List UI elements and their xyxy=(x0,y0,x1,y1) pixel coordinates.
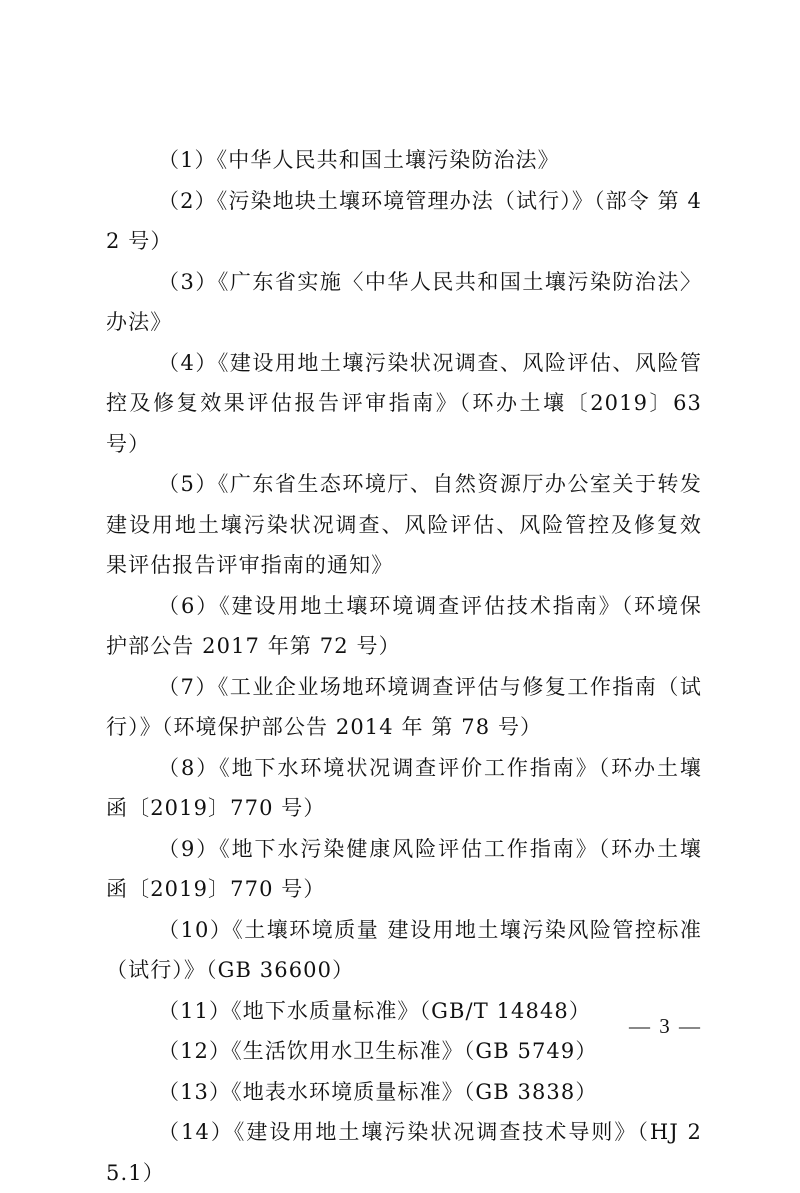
reference-item-8: （8）《地下水环境状况调查评价工作指南》（环办土壤函〔2019〕770 号） xyxy=(106,755,702,820)
reference-item-6: （6）《建设用地土壤环境调查评估技术指南》（环境保护部公告 2017 年第 72 号） xyxy=(106,593,702,658)
reference-item-9: （9）《地下水污染健康风险评估工作指南》（环办土壤函〔2019〕770 号） xyxy=(106,836,702,901)
reference-item-3: （3）《广东省实施〈中华人民共和国土壤污染防治法〉办法》 xyxy=(106,269,702,334)
reference-item-7: （7）《工业企业场地环境调查评估与修复工作指南（试行）》（环境保护部公告 2014 年 第 78 号） xyxy=(106,674,702,739)
reference-item-10: （10）《土壤环境质量 建设用地土壤污染风险管控标准（试行）》（GB 36600） xyxy=(106,917,702,982)
reference-item-12: （12）《生活饮用水卫生标准》（GB 5749） xyxy=(158,1039,598,1063)
document-body xyxy=(106,140,702,1193)
reference-item-14: （14）《建设用地土壤污染状况调查技术导则》（HJ 25.1） xyxy=(106,1120,702,1185)
reference-item-1: （1）《中华人民共和国土壤污染防治法》 xyxy=(158,148,560,172)
page-number: — 3 — xyxy=(629,1014,702,1038)
reference-item-11: （11）《地下水质量标准》（GB/T 14848） xyxy=(158,998,591,1023)
reference-item-4: （4）《建设用地土壤污染状况调查、风险评估、风险管控及修复效果评估报告评审指南》（环办土壤〔2019〕63 号） xyxy=(106,350,702,456)
reference-item-2: （2）《污染地块土壤环境管理办法（试行）》（部令 第 42 号） xyxy=(106,188,702,253)
reference-item-13: （13）《地表水环境质量标准》（GB 3838） xyxy=(158,1079,598,1104)
reference-item-5: （5）《广东省生态环境厅、自然资源厅办公室关于转发建设用地土壤污染状况调查、风险评估、风险管控及修复效果评估报告评审指南的通知》 xyxy=(106,472,702,577)
